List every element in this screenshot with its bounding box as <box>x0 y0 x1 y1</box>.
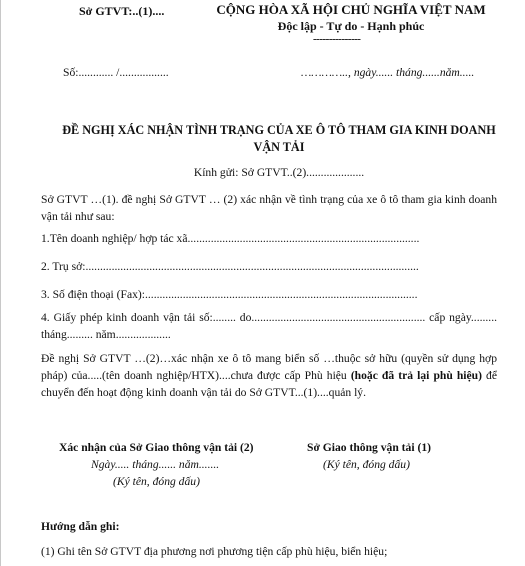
request-text-end: để chuyển đến hoạt động kinh doanh vận tải do Sở GTVT...(1)....quản lý. <box>41 369 498 399</box>
field-business-license: 4. Giấy phép kinh doanh vận tải số:........ do............................................................ cấp ngày......... tháng......... năm................... <box>41 311 497 341</box>
intro-paragraph: Sở GTVT …(1). đề nghị Sở GTVT … (2) xác nhận về tình trạng của xe ô tô tham gia kinh doanh vận tải như sau: <box>41 193 497 223</box>
motto-rule: --------------- <box>313 33 361 45</box>
left-signature-note: (Ký tên, đóng dấu) <box>113 475 200 488</box>
request-paragraph <box>41 350 497 401</box>
national-motto: Độc lập - Tự do - Hạnh phúc <box>277 19 425 33</box>
request-text-emphasis: (hoặc đã trả lại phù hiệu) <box>350 369 482 382</box>
request-text-start: Đề nghị Sở GTVT …(2)…xác nhận xe ô tô mang biển số …thuộc sở hữu (quyền sử dụng hợp pháp) của.....(tên doanh nghiệp/HTX)....chưa được cấp Phù hiệu <box>41 352 497 382</box>
document-title-line-2: VẬN TẢI <box>253 140 305 154</box>
issuing-authority: Sở GTVT:..(1).... <box>79 4 165 18</box>
date-line: ………….., ngày...... tháng......năm..... <box>301 66 475 79</box>
guide-item-1: (1) Ghi tên Sở GTVT địa phương nơi phương tiện cấp phù hiệu, biển hiệu; <box>41 545 388 558</box>
right-signature-title: Sở Giao thông vận tải (1) <box>307 441 431 454</box>
document-number-line: Số:............ /................. <box>63 66 169 79</box>
addressee-line: Kính gửi: Sở GTVT..(2).................... <box>193 166 365 179</box>
national-title: CỘNG HÒA XÃ HỘI CHỦ NGHĨA VIỆT NAM <box>216 2 486 17</box>
guide-heading: Hướng dẫn ghi: <box>41 520 120 533</box>
left-signature-title: Xác nhận của Sở Giao thông vận tải (2) <box>59 441 254 454</box>
field-head-office: 2. Trụ sở:................................................................................................................... <box>41 260 419 273</box>
left-signature-date: Ngày..... tháng...... năm....... <box>91 458 220 471</box>
field-phone-fax: 3. Số điện thoại (Fax):.............................................................................................. <box>41 288 418 301</box>
document-title-line-1: ĐỀ NGHỊ XÁC NHẬN TÌNH TRẠNG CỦA XE Ô TÔ THAM GIA KINH DOANH <box>62 123 496 137</box>
field-enterprise-name: 1.Tên doanh nghiệp/ hợp tác xã................................................................................ <box>41 232 420 245</box>
right-signature-note: (Ký tên, đóng dấu) <box>323 458 410 471</box>
